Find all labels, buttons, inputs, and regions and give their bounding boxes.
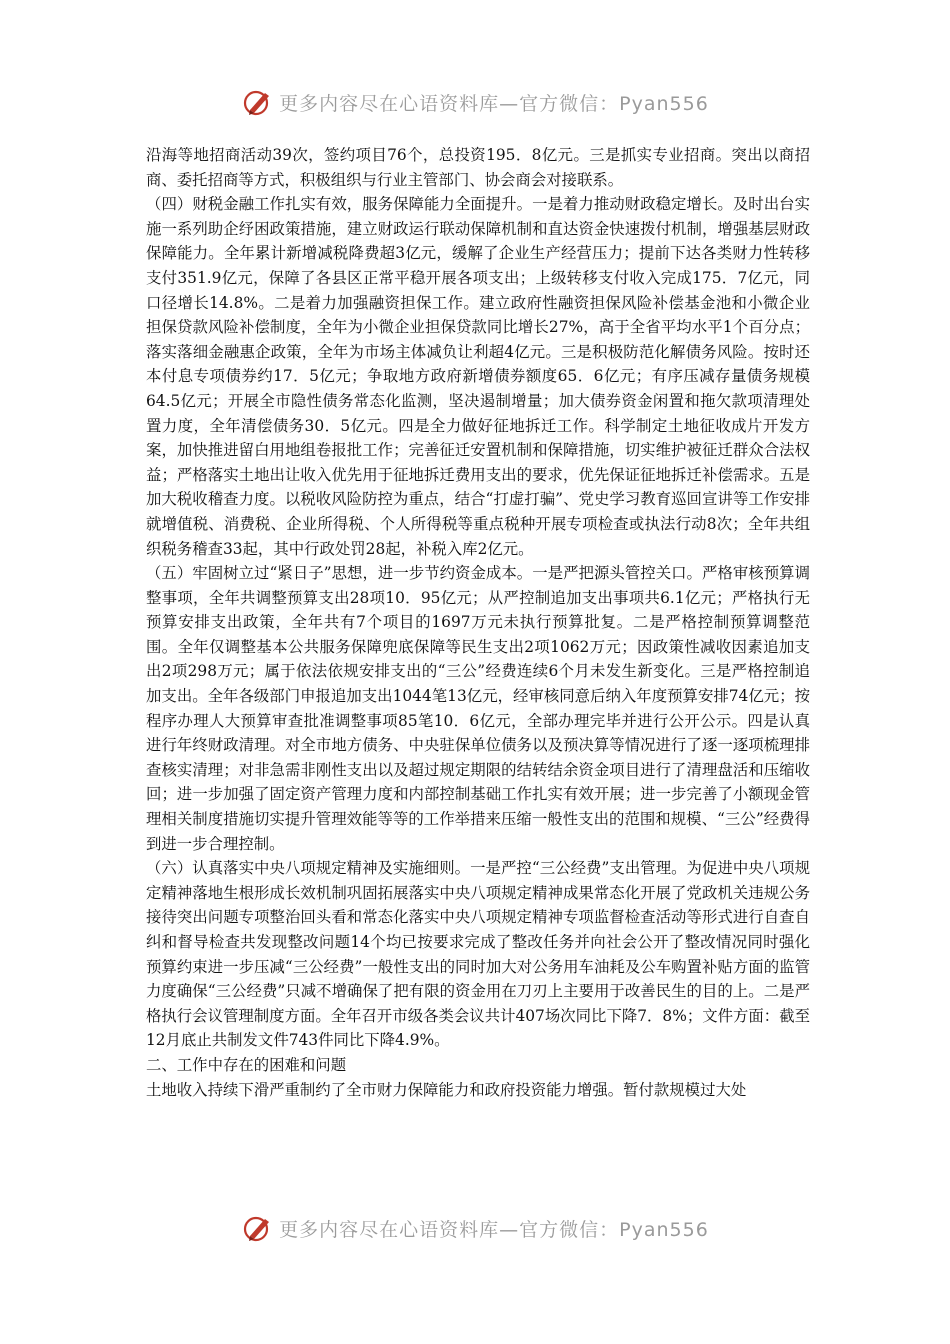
paragraph: 沿海等地招商活动39次，签约项目76个，总投资195．8亿元。三是抓实专业招商。突出以商招商、委托招商等方式，积极组织与行业主管部门、协会商会对接联系。 <box>146 146 810 189</box>
paragraph: （四）财税金融工作扎实有效，服务保障能力全面提升。一是着力推动财政稳定增长。及时出台实施一系列助企纾困政策措施，建立财政运行联动保障机制和直达资金快速拨付机制，增强基层财政保障能力。全年累计新增减税降费超3亿元，缓解了企业生产经营压力；提前下达各类财力性转移支付351.9亿元，保障了各县区正常平稳开展各项支出；上级转移支付收入完成175．7亿元，同口径增长14.8%。二是着力加强融资担保工作。建立政府性融资担保风险补偿基金池和小微企业担保贷款风险补偿制度，全年为小微企业担保贷款同比增长27%，高于全省平均水平1个百分点；落实落细金融惠企政策，全年为市场主体减负让利超4亿元。三是积极防范化解债务风险。按时还本付息专项债券约17．5亿元；争取地方政府新增债券额度65．6亿元；有序压减存量债务规模64.5亿元；开展全市隐性债务常态化监测，坚决遏制增量；加大债券资金闲置和拖欠款项清理处置力度，全年清偿债务30．5亿元。四是全力做好征地拆迁工作。科学制定土地征收成片开发方案，加快推进留白用地组卷报批工作；完善征迁安置机制和保障措施，切实维护被征迁群众合法权益；严格落实土地出让收入优先用于征地拆迁费用支出的要求，优先保证征地拆迁补偿需求。五是加大税收稽查力度。以税收风险防控为重点，结合“打虚打骗”、党史学习教育巡回宣讲等工作安排就增值税、消费税、企业所得税、个人所得税等重点税种开展专项检查或执法行动8次；全年共组织税务稽查33起，其中行政处罚28起，补税入库2亿元。 <box>146 195 810 558</box>
pen-circle-logo-icon <box>241 1211 275 1245</box>
watermark-text: 更多内容尽在心语资料库—官方微信：Pyan556 <box>279 92 709 115</box>
paragraph: 土地收入持续下滑严重制约了全市财力保障能力和政府投资能力增强。暂付款规模过大处 <box>146 1080 747 1099</box>
watermark-text: 更多内容尽在心语资料库—官方微信：Pyan556 <box>279 1218 709 1241</box>
document-body <box>146 143 810 1102</box>
paragraph: （五）牢固树立过“紧日子”思想，进一步节约资金成本。一是严把源头管控关口。严格审核预算调整事项，全年共调整预算支出28项10．95亿元；从严控制追加支出事项共6.1亿元；严格执行无预算安排支出政策，全年共有7个项目的1697万元未执行预算批复。二是严格控制预算调整范围。全年仅调整基本公共服务保障兜底保障等民生支出2项1062万元；因政策性减收因素追加支出2项298万元；属于依法依规安排支出的“三公”经费连续6个月未发生新变化。三是严格控制追加支出。全年各级部门申报追加支出1044笔13亿元，经审核同意后纳入年度预算安排74亿元；按程序办理人大预算审查批准调整事项85笔10．6亿元，全部办理完毕并进行公开公示。四是认真进行年终财政清理。对全市地方债务、中央驻保单位债务以及预决算等情况进行了逐一逐项梳理排查核实清理；对非急需非刚性支出以及超过规定期限的结转结余资金项目进行了清理盘活和压缩收回；进一步加强了固定资产管理力度和内部控制基础工作扎实有效开展；进一步完善了小额现金管理相关制度措施切实提升管理效能等等的工作举措来压缩一般性支出的范围和规模、“三公”经费得到进一步合理控制。 <box>146 564 810 853</box>
footer-watermark <box>0 1208 950 1248</box>
paragraph: （六）认真落实中央八项规定精神及实施细则。一是严控“三公经费”支出管理。为促进中央八项规定精神落地生根形成长效机制巩固拓展落实中央八项规定精神成果常态化开展了党政机关违规公务接待突出问题专项整治回头看和常态化落实中央八项规定精神专项监督检查活动等形式进行自查自纠和督导检查共发现整改问题14个均已按要求完成了整改任务并向社会公开了整改情况同时强化预算约束进一步压减“三公经费”一般性支出的同时加大对公务用车油耗及公车购置补贴方面的监管力度确保“三公经费”只减不增确保了把有限的资金用在刀刃上主要用于改善民生的目的上。二是严格执行会议管理制度方面。全年召开市级各类会议共计407场次同比下降7．8%；文件方面：截至12月底止共制发文件743件同比下降4.9%。 <box>146 859 810 1050</box>
header-watermark <box>0 82 950 122</box>
pen-circle-logo-icon <box>241 85 275 119</box>
section-heading: 二、工作中存在的困难和问题 <box>146 1055 347 1074</box>
